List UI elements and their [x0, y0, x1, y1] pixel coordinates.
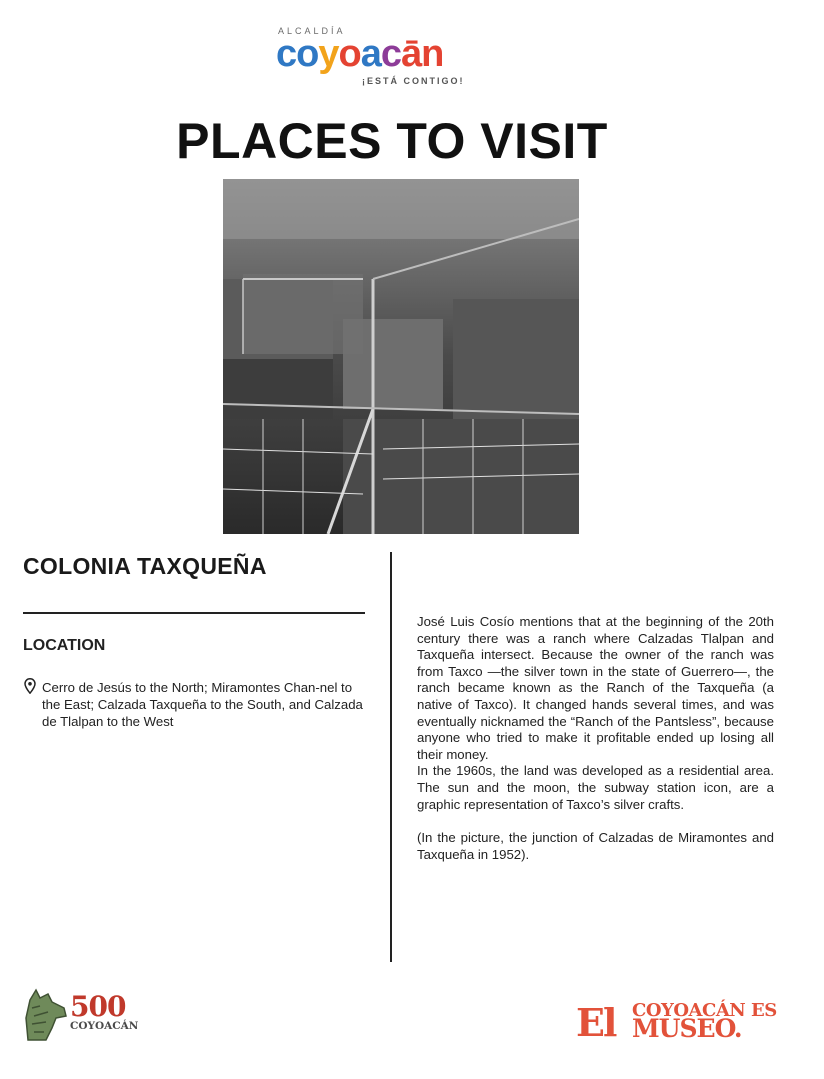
- paragraph: José Luis Cosío mentions that at the beginning of the 20th century there was a ranch where Calzadas Tlalpan and Taxqueña intersect. Because the owner of the ranch was from Taxco —the silver town in the state of Guerrero—, the ranch became known as the Ranch of the Taxqueña (a native of Taxco). It changed hands several times, and was eventually nicknamed the “Ranch of the Pantsless”, because anyone who tried to make it profitable ended up losing all their money.: [417, 614, 774, 762]
- map-pin-icon: [24, 678, 36, 694]
- logo-letter: ā: [401, 33, 422, 75]
- page-title: PLACES TO VISIT: [176, 113, 608, 169]
- logo-letter: a: [360, 33, 381, 75]
- alcaldia-coyoacan-logo: [270, 22, 530, 92]
- logo-letter: y: [318, 33, 339, 75]
- location-text: Cerro de Jesús to the North; Miramontes Chan-nel to the East; Calzada Taxqueña to the South, and Calzada de Tlalpan to the West: [42, 680, 363, 729]
- coyote-head-icon: [22, 988, 68, 1042]
- el-coyoacan-es-museo-logo: [576, 998, 786, 1048]
- logo-letter: o: [338, 33, 361, 75]
- logo-letter: c: [380, 33, 401, 75]
- location-label: LOCATION: [23, 637, 106, 654]
- column-divider: [390, 552, 392, 962]
- place-name: COLONIA TAXQUEÑA: [23, 553, 267, 579]
- logo-tagline: ¡ESTÁ CONTIGO!: [362, 76, 465, 86]
- logo-letter: n: [421, 33, 444, 75]
- logo-letter: c: [276, 33, 297, 75]
- description: [417, 614, 774, 863]
- logo-superscript: ALCALDÍA: [278, 26, 346, 36]
- logo-letter: o: [296, 33, 319, 75]
- museo-el: El: [576, 1000, 616, 1045]
- paragraph: In the 1960s, the land was developed as a residential area. The sun and the moon, the subway station icon, are a graphic representation of Taxco’s silver crafts.: [417, 763, 774, 812]
- logo-500-number: 500: [70, 990, 126, 1023]
- logo-500-name: COYOACÁN: [70, 1020, 139, 1032]
- museo-line2: MUSEO.: [632, 1014, 742, 1043]
- logo-wordmark: [276, 34, 443, 74]
- paragraph: (In the picture, the junction of Calzadas de Miramontes and Taxqueña in 1952).: [417, 830, 774, 862]
- aerial-photo: [223, 179, 579, 534]
- heading-rule: [23, 612, 365, 614]
- coyoacan-500-logo: [22, 988, 142, 1044]
- museo-line1: COYOACÁN ES: [632, 1000, 777, 1021]
